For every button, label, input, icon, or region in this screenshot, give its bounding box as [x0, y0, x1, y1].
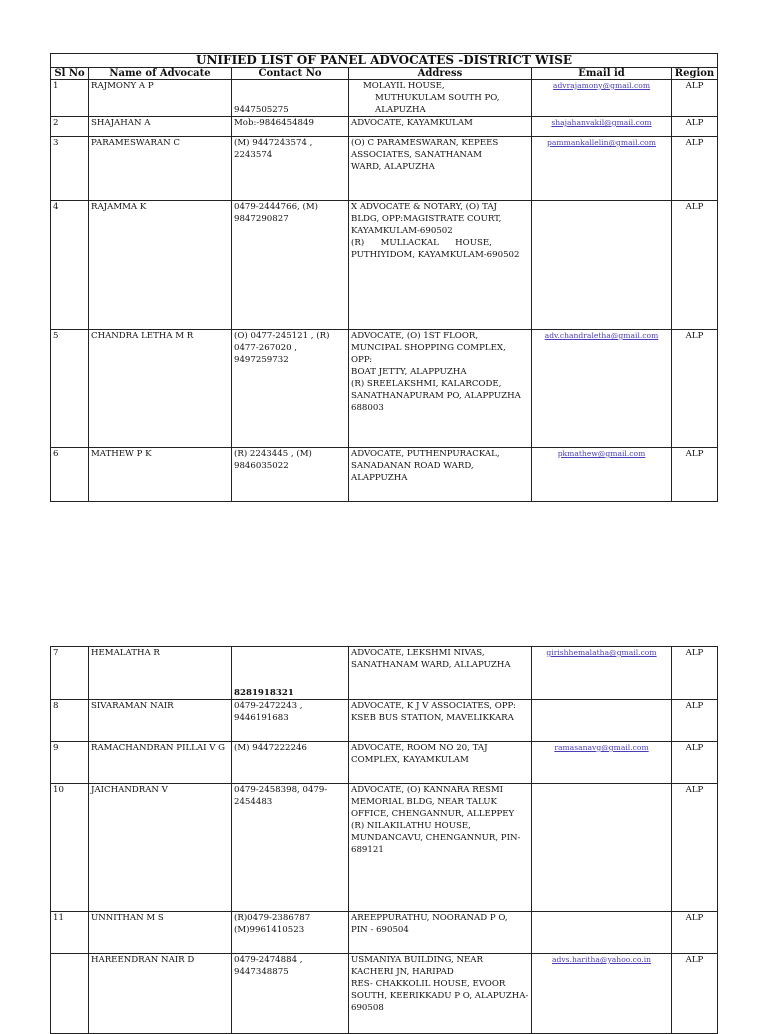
address-line: 690508 — [351, 1003, 384, 1013]
email-link[interactable]: advs.haritha@yahoo.co.in — [551, 955, 652, 964]
address-line: WARD, ALAPUZHA — [351, 162, 435, 172]
address-line: MUNCIPAL SHOPPING COMPLEX, OPP: — [351, 343, 506, 365]
email-cell — [532, 201, 672, 330]
sl-no: 9 — [51, 742, 89, 784]
sl-no: 4 — [51, 201, 89, 330]
email-cell — [532, 330, 672, 448]
sl-no: 11 — [51, 912, 89, 954]
table-row — [51, 117, 718, 137]
address-line: SOUTH, KEERIKKADU P O, ALAPUZHA- — [351, 991, 529, 1001]
address-line: AREEPPURATHU, NOORANAD P O, — [351, 913, 508, 923]
address — [349, 784, 532, 912]
region: ALP — [672, 448, 718, 502]
contact-no: 0479-2444766, (M) 9847290827 — [232, 201, 349, 330]
address-line: MEMORIAL BLDG, NEAR TALUK — [351, 797, 497, 807]
address — [349, 742, 532, 784]
address — [349, 647, 532, 700]
contact-no: (R)0479-2386787 (M)9961410523 — [232, 912, 349, 954]
sl-no: 1 — [51, 80, 89, 117]
email-cell — [532, 137, 672, 201]
email-cell — [532, 784, 672, 912]
table-row — [51, 80, 718, 117]
advocate-name: RAMACHANDRAN PILLAI V G — [89, 742, 232, 784]
address-line: USMANIYA BUILDING, NEAR — [351, 955, 483, 965]
address-line: ADVOCATE, ROOM NO 20, TAJ — [351, 743, 488, 753]
contact-no: 0479-2458398, 0479-2454483 — [232, 784, 349, 912]
contact-no: 0479-2472243 , 9446191683 — [232, 700, 349, 742]
address-line: OFFICE, CHENGANNUR, ALLEPPEY — [351, 809, 515, 819]
region: ALP — [672, 137, 718, 201]
contact-no: (M) 9447243574 , 2243574 — [232, 137, 349, 201]
sl-no: 5 — [51, 330, 89, 448]
contact-no: (M) 9447222246 — [232, 742, 349, 784]
address — [349, 80, 532, 117]
email-cell — [532, 742, 672, 784]
address-line: SANATHANAPURAM PO, ALAPPUZHA — [351, 391, 521, 401]
header-name: Name of Advocate — [89, 68, 232, 80]
region: ALP — [672, 700, 718, 742]
address-line: (R) SREELAKSHMI, KALARCODE, — [351, 379, 502, 389]
address-line: MOLAYIL HOUSE, — [363, 81, 445, 91]
address — [349, 448, 532, 502]
advocate-name: SIVARAMAN NAIR — [89, 700, 232, 742]
address-line: (R) MULLACKAL HOUSE, — [351, 238, 492, 248]
email-link[interactable]: pkmathew@gmail.com — [557, 449, 646, 458]
header-email: Email id — [532, 68, 672, 80]
address-line: BOAT JETTY, ALAPPUZHA — [351, 367, 467, 377]
region: ALP — [672, 647, 718, 700]
advocate-name: CHANDRA LETHA M R — [89, 330, 232, 448]
advocate-name: PARAMESWARAN C — [89, 137, 232, 201]
address-line: ADVOCATE, PUTHENPURACKAL, — [351, 449, 500, 459]
contact-no: (O) 0477-245121 , (R) 0477-267020 , 9497259732 — [232, 330, 349, 448]
address-line: MUTHUKULAM SOUTH PO, — [375, 93, 500, 103]
advocate-name: JAICHANDRAN V — [89, 784, 232, 912]
address-line: ALAPPUZHA — [351, 473, 408, 483]
address-line: (O) C PARAMESWARAN, KEPEES — [351, 138, 499, 148]
address-line: SANATHANAM WARD, ALLAPUZHA — [351, 660, 511, 670]
table-row — [51, 647, 718, 700]
header-region: Region — [672, 68, 718, 80]
address-line: RES- CHAKKOLIL HOUSE, EVOOR — [351, 979, 506, 989]
address — [349, 954, 532, 1034]
contact-no: 8281918321 — [232, 647, 349, 700]
table-row — [51, 742, 718, 784]
address-line: 688003 — [351, 403, 384, 413]
advocates-table-1 — [50, 53, 718, 502]
address-line: ADVOCATE, LEKSHMI NIVAS, — [351, 648, 485, 658]
address — [349, 912, 532, 954]
region: ALP — [672, 201, 718, 330]
email-link[interactable]: adv.chandraletha@gmail.com — [544, 331, 659, 340]
address-line: ADVOCATE, KAYAMKULAM — [351, 118, 473, 128]
email-cell — [532, 912, 672, 954]
address-line: ASSOCIATES, SANATHANAM — [351, 150, 482, 160]
contact-no: 0479-2474884 , 9447348875 — [232, 954, 349, 1034]
email-cell — [532, 448, 672, 502]
address-line: COMPLEX, KAYAMKULAM — [351, 755, 469, 765]
sl-no — [51, 954, 89, 1034]
address-line: BLDG, OPP:MAGISTRATE COURT, — [351, 214, 502, 224]
address-line: PIN - 690504 — [351, 925, 409, 935]
address-line: MUNDANCAVU, CHENGANNUR, PIN- — [351, 833, 521, 843]
address — [349, 201, 532, 330]
region: ALP — [672, 784, 718, 912]
address — [349, 700, 532, 742]
address-line: ADVOCATE, K J V ASSOCIATES, OPP: — [351, 701, 516, 711]
address-line: SANADANAN ROAD WARD, — [351, 461, 474, 471]
document-title: UNIFIED LIST OF PANEL ADVOCATES -DISTRICT WISE — [51, 54, 718, 68]
address-line: ALAPUZHA — [375, 105, 426, 115]
region: ALP — [672, 954, 718, 1034]
email-link[interactable]: pammankallelin@gmail.com — [547, 138, 656, 147]
advocate-name: HAREENDRAN NAIR D — [89, 954, 232, 1034]
advocate-name: HEMALATHA R — [89, 647, 232, 700]
sl-no: 10 — [51, 784, 89, 912]
advocate-name: RAJAMMA K — [89, 201, 232, 330]
email-cell — [532, 647, 672, 700]
email-link[interactable]: ramasanavg@gmail.com — [554, 743, 649, 752]
region: ALP — [672, 330, 718, 448]
region: ALP — [672, 80, 718, 117]
address — [349, 117, 532, 137]
table-row — [51, 330, 718, 448]
sl-no: 8 — [51, 700, 89, 742]
email-cell — [532, 80, 672, 117]
email-link[interactable]: girishhemalatha@gmail.com — [546, 648, 657, 657]
table-row — [51, 784, 718, 912]
address-line: KSEB BUS STATION, MAVELIKKARA — [351, 713, 514, 723]
header-contact: Contact No — [232, 68, 349, 80]
region: ALP — [672, 742, 718, 784]
table-row — [51, 954, 718, 1034]
advocate-name: RAJMONY A P — [89, 80, 232, 117]
advocates-table-2 — [50, 646, 718, 1034]
address-line: (R) NILAKILATHU HOUSE, — [351, 821, 471, 831]
address — [349, 330, 532, 448]
sl-no: 7 — [51, 647, 89, 700]
table-row — [51, 448, 718, 502]
table-row — [51, 201, 718, 330]
advocate-name: SHAJAHAN A — [89, 117, 232, 137]
address-line: X ADVOCATE & NOTARY, (O) TAJ — [351, 202, 497, 212]
sl-no: 2 — [51, 117, 89, 137]
address-line: KACHERI JN, HARIPAD — [351, 967, 454, 977]
region: ALP — [672, 117, 718, 137]
address-line: 689121 — [351, 845, 384, 855]
header-sl: Sl No — [51, 68, 89, 80]
address-line: ADVOCATE, (O) KANNARA RESMI — [351, 785, 504, 795]
sl-no: 3 — [51, 137, 89, 201]
address-line: PUTHIYIDOM, KAYAMKULAM-690502 — [351, 250, 520, 260]
header-row — [51, 68, 718, 80]
address-line: ADVOCATE, (O) 1ST FLOOR, — [351, 331, 479, 341]
contact-no: (R) 2243445 , (M) 9846035022 — [232, 448, 349, 502]
address — [349, 137, 532, 201]
table-row — [51, 700, 718, 742]
table-row — [51, 137, 718, 201]
header-address: Address — [349, 68, 532, 80]
table-row — [51, 912, 718, 954]
region: ALP — [672, 912, 718, 954]
address-line: KAYAMKULAM-690502 — [351, 226, 453, 236]
email-cell — [532, 954, 672, 1034]
sl-no: 6 — [51, 448, 89, 502]
email-link[interactable]: advrajamony@gmail.com — [552, 81, 651, 90]
email-cell — [532, 700, 672, 742]
email-link[interactable]: shajahanvakil@gmail.com — [551, 118, 652, 127]
advocate-name: UNNITHAN M S — [89, 912, 232, 954]
contact-no: Mob:-9846454849 — [232, 117, 349, 137]
email-cell — [532, 117, 672, 137]
advocate-name: MATHEW P K — [89, 448, 232, 502]
contact-no: 9447505275 — [232, 80, 349, 117]
